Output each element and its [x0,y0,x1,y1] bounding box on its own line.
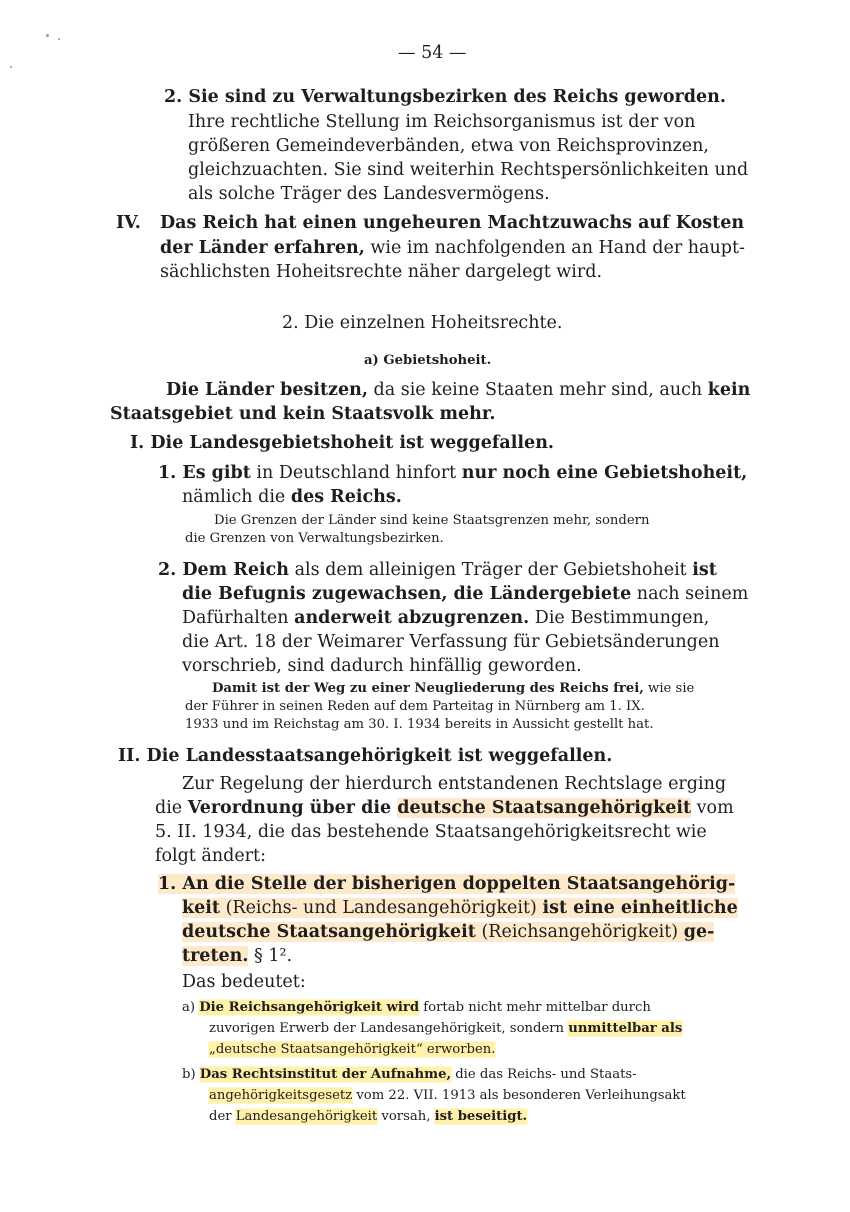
text-run: § 1². [248,946,293,966]
text-run: vom 22. VII. 1913 als besonderen Verleihungsakt [352,1088,686,1103]
body-line: Ihre rechtliche Stellung im Reichsorganismus ist der von [188,112,696,132]
highlighted-phrase: „deutsche Staatsangehörigkeit“ erworben. [209,1042,496,1057]
body-line: vorschrieb, sind dadurch hinfällig geworden. [182,656,582,676]
emphasis: 2. Dem Reich [158,560,289,580]
text-run: vorsah, [377,1109,435,1124]
body-line [182,486,402,509]
emphasis: des Reichs. [290,487,402,507]
body-line [160,237,745,260]
emphasis: Die Länder besitzen, [166,380,368,400]
emphasis: 1. Es gibt [158,463,251,483]
list-marker: a) [182,1000,200,1015]
body-line [182,897,738,920]
text-run: Die Bestimmungen, [529,608,710,628]
list-item [182,1066,637,1084]
text-run: nach seinem [631,584,749,604]
scan-speck [46,34,49,37]
body-line [209,1041,495,1059]
highlighted-phrase: Das Rechtsinstitut der Aufnahme, [199,1067,452,1082]
highlighted-phrase: (Reichs- und Landesangehörigkeit) [220,898,543,918]
highlighted-phrase: ist eine einheitliche [542,898,738,918]
text-run: in Deutschland hinfort [250,463,462,483]
scan-speck [10,66,12,68]
highlighted-phrase: Die Reichsangehörigkeit wird [199,1000,420,1015]
text-run: wie im nachfolgenden an Hand der haupt- [364,238,745,258]
body-line: Zur Regelung der hierdurch entstandenen Rechtslage erging [182,774,727,794]
emphasis: anderweit abzugrenzen. [294,608,530,628]
emphasis: nur noch eine Gebietshoheit, [461,463,748,483]
text-run: wie sie [643,681,695,696]
emphasis: kein [707,380,751,400]
highlighted-phrase: deutsche Staatsangehörigkeit [397,798,692,818]
body-line: Staatsgebiet und kein Staatsvolk mehr. [110,404,496,424]
body-line: 5. II. 1934, die das bestehende Staatsangehörigkeitsrecht wie [155,822,707,842]
body-line: Das bedeutet: [182,972,306,992]
footnote-line: Die Grenzen der Länder sind keine Staatsgrenzen mehr, sondern [214,513,650,528]
emphasis: ist [692,560,717,580]
text-run: zuvorigen Erwerb der Landesangehörigkeit, sondern [209,1021,569,1036]
list-marker: b) [182,1067,200,1082]
highlighted-phrase: unmittelbar als [568,1021,683,1036]
body-line [209,1020,682,1038]
body-line: größeren Gemeindeverbänden, etwa von Reichsprovinzen, [188,136,709,156]
list-item [182,999,651,1017]
highlighted-phrase: deutsche Staatsangehörigkeit [182,922,476,942]
body-line [209,1087,686,1105]
body-line: folgt ändert: [155,846,266,866]
body-line [182,921,714,944]
text-run: der [209,1109,236,1124]
emphasis: der Länder erfahren, [160,238,365,258]
text-run: fortab nicht mehr mittelbar durch [419,1000,651,1015]
highlighted-phrase: (Reichsangehörigkeit) [475,922,684,942]
text-run: Dafürhalten [182,608,295,628]
list-item [158,873,735,896]
text-run: vom [691,798,734,818]
body-line: Das Reich hat einen ungeheuren Machtzuwachs auf Kosten [160,213,745,233]
highlighted-phrase: angehörigkeitsgesetz [209,1088,353,1103]
body-line: als solche Träger des Landesvermögens. [188,184,550,204]
body-line [182,583,748,606]
text-run: da sie keine Staaten mehr sind, auch [367,380,708,400]
emphasis: Damit ist der Weg zu einer Neugliederung des Reichs frei, [212,681,644,696]
emphasis: Verordnung über die [187,798,398,818]
emphasis: die Befugnis zugewachsen, die Ländergebiete [182,584,632,604]
text-run: die das Reichs- und Staats- [451,1067,637,1082]
list-item [158,559,717,582]
scan-speck [58,38,60,40]
footnote-line: 1933 und im Reichstag am 30. I. 1934 bereits in Aussicht gestellt hat. [185,717,654,732]
body-line [209,1108,527,1126]
subsection-title: a) Gebietshoheit. [364,353,492,368]
footnote-line: der Führer in seinen Reden auf dem Parteitag in Nürnberg am 1. IX. [185,699,645,714]
body-line [182,945,292,968]
section-heading: I. Die Landesgebietshoheit ist weggefallen. [130,433,555,453]
list-item [158,462,747,485]
footnote-line: die Grenzen von Verwaltungsbezirken. [185,531,444,546]
highlighted-phrase: treten. [182,946,249,966]
footnote-line [212,680,694,698]
highlighted-phrase: keit [182,898,220,918]
section-heading: 2. Die einzelnen Hoheitsrechte. [282,313,563,333]
body-line: gleichzuachten. Sie sind weiterhin Rechtspersönlichkeiten und [188,160,749,180]
roman-numeral: IV. [116,213,141,233]
body-line: sächlichsten Hoheitsrechte näher dargelegt wird. [160,262,603,282]
highlighted-phrase: Landesangehörigkeit [235,1109,378,1124]
highlighted-phrase: ge- [683,922,715,942]
text-run: die [155,798,188,818]
section-heading: II. Die Landesstaatsangehörigkeit ist weggefallen. [118,746,613,766]
body-line [166,379,750,402]
text-run: nämlich die [182,487,291,507]
text-run: als dem alleinigen Träger der Gebietshoheit [289,560,693,580]
body-line [155,797,734,820]
page-number: — 54 — [398,43,467,63]
body-line: die Art. 18 der Weimarer Verfassung für Gebietsänderungen [182,632,720,652]
highlighted-phrase: ist beseitigt. [434,1109,528,1124]
highlighted-phrase: 1. An die Stelle der bisherigen doppelten Staatsangehörig- [158,874,736,894]
body-line [182,607,709,630]
subsection-heading: 2. Sie sind zu Verwaltungsbezirken des Reichs geworden. [164,87,726,107]
